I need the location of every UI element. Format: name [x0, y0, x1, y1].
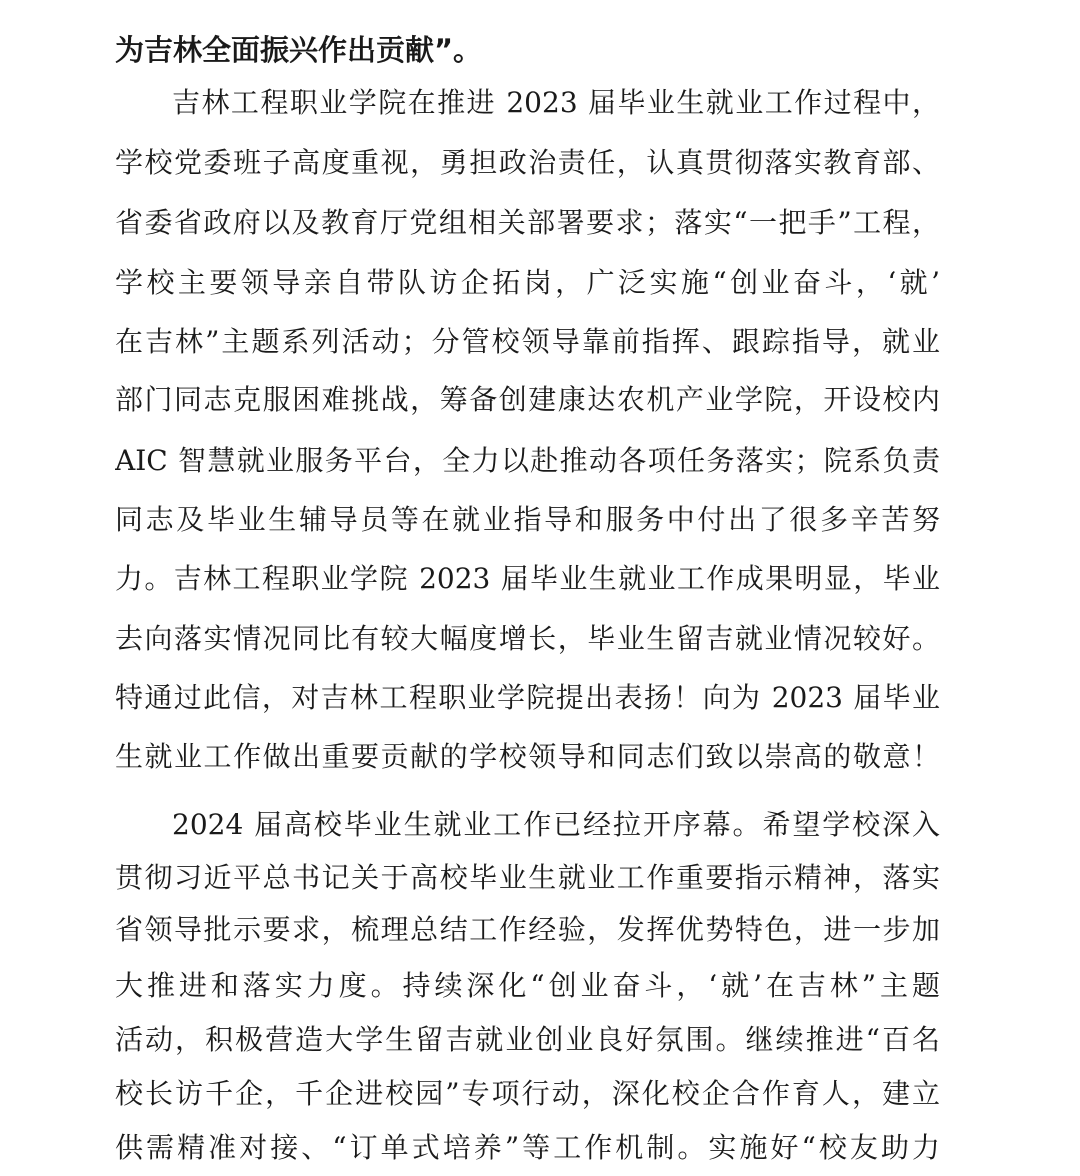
heading-line-closing-quote: 为吉林全面振兴作出贡献”。: [115, 33, 483, 67]
paragraph-2-line-7: 供需精准对接、“订单式培养”等工作机制。实施好“校友助力: [115, 1131, 940, 1164]
paragraph-1-line-3: 省委省政府以及教育厅党组相关部署要求；落实“一把手”工程，: [115, 206, 940, 239]
paragraph-2-line-1: 2024 届高校毕业生就业工作已经拉开序幕。希望学校深入: [172, 808, 940, 841]
paragraph-2-line-3: 省领导批示要求，梳理总结工作经验，发挥优势特色，进一步加: [115, 913, 940, 946]
paragraph-1-line-11: 特通过此信，对吉林工程职业学院提出表扬！向为 2023 届毕业: [115, 681, 940, 714]
paragraph-1-line-4: 学校主要领导亲自带队访企拓岗，广泛实施“创业奋斗，‘就’: [115, 266, 940, 299]
paragraph-2-line-4: 大推进和落实力度。持续深化“创业奋斗，‘就’在吉林”主题: [115, 969, 940, 1002]
paragraph-1-line-2: 学校党委班子高度重视，勇担政治责任，认真贯彻落实教育部、: [115, 146, 940, 179]
paragraph-1-line-8: 同志及毕业生辅导员等在就业指导和服务中付出了很多辛苦努: [115, 503, 940, 536]
paragraph-1-line-5: 在吉林”主题系列活动；分管校领导靠前指挥、跟踪指导，就业: [115, 325, 940, 358]
paragraph-2-line-2: 贯彻习近平总书记关于高校毕业生就业工作重要指示精神，落实: [115, 861, 940, 894]
paragraph-2-line-6: 校长访千企，千企进校园”专项行动，深化校企合作育人，建立: [115, 1077, 940, 1110]
paragraph-1-line-7: AIC 智慧就业服务平台，全力以赴推动各项任务落实；院系负责: [115, 444, 940, 477]
paragraph-1-line-9: 力。吉林工程职业学院 2023 届毕业生就业工作成果明显，毕业: [115, 562, 940, 595]
paragraph-1-line-10: 去向落实情况同比有较大幅度增长，毕业生留吉就业情况较好。: [115, 622, 940, 655]
paragraph-1-line-12: 生就业工作做出重要贡献的学校领导和同志们致以崇高的敬意！: [115, 740, 940, 773]
paragraph-1-line-1: 吉林工程职业学院在推进 2023 届毕业生就业工作过程中，: [172, 86, 940, 119]
paragraph-2-line-5: 活动，积极营造大学生留吉就业创业良好氛围。继续推进“百名: [115, 1023, 940, 1056]
paragraph-1-line-6: 部门同志克服困难挑战，筹备创建康达农机产业学院，开设校内: [115, 383, 940, 416]
